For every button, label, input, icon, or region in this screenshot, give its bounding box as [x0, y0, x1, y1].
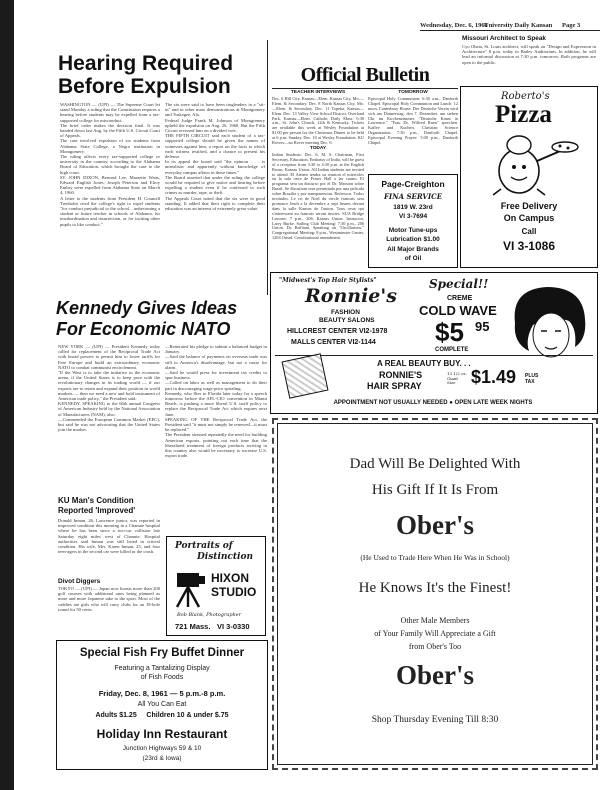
obers-line-6: from Ober's Too	[408, 642, 462, 651]
ronnies-location-2: MALLS CENTER VI2-1144	[291, 339, 376, 346]
fish-when: Friday, Dec. 8, 1961 — 5 p.m.-8 p.m.	[98, 689, 226, 698]
bulletin-rule	[272, 88, 458, 89]
bulletin-section-tomorrow: TOMORROW	[398, 90, 428, 95]
obers-ad	[272, 418, 598, 770]
pc-title: Page-Creighton	[381, 179, 445, 189]
bulletin-column-1	[272, 90, 364, 266]
kennedy-column-1	[58, 344, 160, 492]
kennedy-p4: —Commended the European Common Market (EEC), but said he was not advocating that the United States join the market.	[58, 416, 160, 433]
kennedy-p1: NEW YORK — (UPI) — President Kennedy today called for replacement of the Reciprocal Trade Act with broad powers to permit him to lower tariffs for Free Europe and build an extraordinary economic NATO to combat communist encirclement.	[58, 344, 160, 370]
ku-man-headline: KU Man's Condition Reported 'Improved'	[58, 496, 136, 515]
bulletin-section-interviews: TEACHER INTERVIEWS	[290, 90, 346, 95]
obers-parenthetical: (He Used to Trade Here When He Was in School)	[360, 553, 510, 562]
ronnies-spray-name: RONNIE'S	[379, 370, 423, 380]
pizza-chef-illustration	[483, 131, 579, 197]
hixon-studio-ad	[166, 536, 266, 636]
bulletin-tomorrow-text: Episcopal Holy Communion: 6:30 a.m., Danforth Chapel. Episcopal Holy Communion and Lunch: 12 noon, Canterbury House. Der Deutsche Verein wird sich am Donnerstag, den 7. Dezember, um sieben Uhr im Kirchenzimmer, "Deutsche Kunst in Lawrence." "Frau Dr. Wilfred Ruen" sprechen. Kaffee und Kuchen. Christian Science Organization: 7:30 p.m., Danforth Chapel. Episcopal Evening Prayer: 5:00 p.m., Danforth Chapel.	[368, 95, 458, 146]
pc-phone: VI 3-7694	[398, 213, 428, 220]
kennedy-column-2	[165, 344, 267, 532]
hixon-distinction: Distinction	[197, 552, 254, 562]
kennedy-p11: The President stressed repeatedly the need for building American exports, pointing out each time that the liberalized treatment of foreign products arriving in this country also would be necessary to increase U.S. export trade.	[165, 432, 267, 459]
fish-address-1: Junction Highways 59 & 10	[122, 745, 202, 752]
expulsion-p4: The ruling affects every tax-supported college or university in the country, according to the Alabama Board of Education, which brought the case to the high court.	[60, 154, 160, 175]
camera-tripod-icon	[173, 569, 207, 609]
kennedy-p3: KENNEDY, SPEAKING to the 66th annual Congress of American Industry held by the National Association of Manufacturers (NAM), also:	[58, 401, 160, 417]
pc-line2: Lubrication $1.00	[386, 236, 440, 243]
obers-line-4: Other Male Members	[400, 616, 470, 625]
pizza-script: Roberto's	[501, 91, 550, 102]
ronnies-cold-wave: COLD WAVE	[419, 303, 497, 318]
kennedy-p8: —Called on labor as well as management to do their part in discouraging wage-price spiraling.	[165, 380, 267, 391]
obers-shop-hours: Shop Thursday Evening Till 8:30	[371, 715, 499, 725]
ronnies-plus-tax: PLUS TAX	[525, 373, 539, 385]
kennedy-p10: SPEAKING OF THE Reciprocal Trade Act, the President said "it must not simply be renewed—it must be replaced."	[165, 416, 267, 433]
divot-text: TOKYO — (UPI) — Japan now boasts more than 200 golf courses with additional ones being planned as more and more Japanese take to the sport. Most of the caddies are girls who will carry clubs for an 18-hole round for 50 cents.	[58, 586, 160, 612]
ronnies-spray-size: 13 1/2 oz. Giant Size	[447, 371, 467, 385]
obers-line-1: Dad Will Be Delighted With	[349, 456, 521, 472]
divot-headline: Divot Diggers	[58, 578, 101, 585]
expulsion-p2: The brief order makes the decision final. It was handed down last Aug. by the Fifth U.S. Circuit Court of Appeals.	[60, 122, 160, 139]
expulsion-p6: A letter to the students from President H. Councill Trenholm cited the college's right to expel students "for conduct prejudicial to the school... unbecoming a student or future teacher in schools of Alabama, for insubordination and insurrection, or for inciting other pupils to like conduct."	[60, 195, 160, 227]
obers-line-3: He Knows It's the Finest!	[358, 580, 512, 596]
expulsion-p7: The six were said to have been ringleaders in a "sit-in" and in other mass demonstrations at Montgomery and Tuskegee, Ala.	[165, 102, 265, 118]
ronnies-wave-cents: 95	[475, 319, 490, 334]
fish-all-you-can-eat: All You Can Eat	[137, 701, 187, 708]
bulletin-title: Official Bulletin	[300, 64, 430, 86]
page-edge	[0, 0, 14, 790]
ronnies-footer: APPOINTMENT NOT USUALLY NEEDED ● OPEN LATE WEEK NIGHTS	[333, 400, 533, 406]
ku-man-text: Donald Inman, 26, Lawrence junior, was reported in improved condition this morning in a Chanute hospital where he has been since a two-car collision late Saturday eight miles west of Chanute. Hospital authorities said Inman was still listed in critical condition. His wife, Mrs. Karen Inman, 25, and four teen-agers in the second car were killed in the crash.	[58, 518, 160, 555]
column-divider	[267, 40, 268, 295]
masthead-page: Page 3	[562, 22, 581, 29]
fish-address-2: (23rd & Iowa)	[142, 755, 182, 762]
obers-line-5: of Your Family Will Appreciate a Gift	[374, 629, 496, 638]
ronnies-fashion: FASHION	[331, 309, 360, 316]
fish-line-2: of Fish Foods	[140, 674, 184, 681]
hixon-portraits: Portraits of	[175, 541, 233, 551]
ronnies-salons: BEAUTY SALONS	[319, 317, 375, 324]
hixon-name: HIXON	[211, 571, 250, 585]
pizza-phone: VI 3-1086	[502, 239, 556, 253]
pc-line4: of Oil	[404, 255, 422, 262]
pc-line3: All Major Brands	[387, 246, 439, 253]
architect-text: Cyo Obata, St. Louis architect, will speak on "Design and Expression in Architecture" 8 p.m. today in Bailey Auditorium. In addition, he will lead an informal discussion at 7:30 p.m. tomorrow. Both programs are open to the public.	[462, 44, 596, 65]
pizza-ad	[460, 86, 598, 268]
expulsion-p5: ST. JOHN DIXON, Bernard Lee, Marzette Watts, Edward English Jones, Joseph Peterson and Elroy Embry were expelled from Alabama State on March 4, 1960.	[60, 174, 160, 196]
obers-name-2: Ober's	[396, 660, 474, 690]
ronnies-location-1: HILLCREST CENTER VI2-1978	[287, 328, 388, 335]
ronnies-ad	[270, 272, 598, 414]
bulletin-column-2	[368, 90, 458, 170]
expulsion-p10: In its appeal the board said "the opinion . . . is unrealistic and apparently without knowledge of everyday campus affairs in these times."	[165, 159, 265, 175]
fish-prices: Adults $1.25 Children 10 & under $.75	[95, 712, 229, 719]
woman-portrait-illustration	[503, 283, 593, 363]
ronnies-beauty-buy: A REAL BEAUTY BUY. . .	[377, 359, 471, 368]
expulsion-column-2	[165, 102, 265, 292]
ronnies-divider	[275, 355, 593, 356]
expulsion-p12: The Appeals Court noted that the six were in good standing. It added that their right to complete their education was an interest of extremely great value.	[165, 195, 265, 212]
page-creighton-ad	[368, 174, 458, 268]
pizza-word: Pizza	[495, 101, 552, 128]
expulsion-p8: Federal Judge Frank M. Johnson of Montgomery upheld the expulsion on Aug. 26, 1960. But the Fifth Circuit reversed him on a divided vote.	[165, 117, 265, 134]
pizza-call: Call	[521, 227, 537, 236]
expulsion-p1: WASHINGTON — (UPI) — The Supreme Court let stand Monday a ruling that the Constitution requires a hearing before students may be expelled from a tax-supported college for misconduct.	[60, 102, 160, 123]
masthead-paper: University Daily Kansan	[484, 22, 553, 29]
ronnies-creme: CREME	[447, 295, 473, 302]
fish-fry-ad	[56, 640, 268, 770]
architect-headline: Missouri Architect to Speak	[462, 35, 546, 42]
ronnies-wave-price: $5	[435, 317, 464, 347]
ronnies-complete: COMPLETE	[435, 347, 469, 353]
obers-line-2: His Gift If It Is From	[371, 482, 499, 498]
hixon-phone: VI 3-0330	[217, 622, 250, 631]
pc-line1: Motor Tune-ups	[388, 227, 438, 234]
ronnies-tagline: "Midwest's Top Hair Stylists"	[279, 277, 377, 284]
bulletin-interviews-text: Dec. 6 Hill City, Kansas—Elem. Kansas City, Mo.—Elem. & Secondary. Dec. 8 North Kansas City, Mo.—Elem. & Secondary. Dec. 11 Topeka, Kansas—Elem. Dec. 13 Valley View School District, Overland Park, Kansas—Elem. Catholic Daily Mass: 6:30 a.m., St. John's Church, 12th & Kentucky. Tickets are available this week at Wesley Foundation at $1.00 per person for the Christmas Dinner to be held at 6 p.m. Sunday, Dec. 10 at Wesley Foundation. KU Rovers—no Rover meeting Dec. 6.	[272, 95, 364, 146]
bulletin-today-text: Indian Students: Dec. 6, M. S. Chairman, First Secretary, Education, Embassy of India, will be guest of a reception from 3:30 to 4:30 p.m. at the English Room, Kansas Union. All Indian students are invited to attend. El Ateneo tendra su reunion el miercoles en la sala once de Fraser Hall a las cuatro. El programa sera un discurso por el Dr. Marston sobre Brazil. Se discutiran sera presentado por una pelicula sobre Brazilia y por transparencias. Refrescos. Todos invitados. Le cri de Noel du cercle francais sera prononce Jeudi a la decembre a sept heures devant dans la salle Kansas de l'union. Tous ceux qui s'interessent au francais seront invites. SUA Bridge Lessons: 7 p.m., 206, Kansas Union. Instructor, Larry Burke. Sailing Club Meeting: 7:30 p.m., 206 Union. Dr. Brilliant, Speaking on "Oscillations." Congregational Meeting: 8 p.m., Westminster Center, 1204 Oread. Constitutional amendment.	[272, 151, 364, 241]
fish-line-1: Featuring a Tantalizing Display	[114, 665, 210, 672]
hair-spray-can-illustration	[281, 353, 328, 398]
ronnies-spray-label: HAIR SPRAY	[367, 381, 422, 391]
hixon-studio: STUDIO	[211, 585, 257, 599]
pc-address: 1819 W. 23rd	[393, 204, 433, 211]
hixon-address: 721 Mass.	[175, 622, 211, 631]
kennedy-p2: "If the West is to take the initiative in the economic arena, if the United States is to keep pace with the revolutionary changes in its trading world — if our exports are to retain and expand their position in world markets — then we need a new and bold instrument of American trade policy," the President said.	[58, 370, 160, 402]
obers-name: Ober's	[396, 510, 474, 540]
expulsion-p9: THE FIFTH CIRCUIT said each student of a tax-supported college should be given the names of witnesses against him, a report on the facts to which each witness testified, and a chance to present his defense.	[165, 133, 265, 160]
ronnies-special: Special!!	[429, 277, 489, 291]
pizza-free-delivery: Free Delivery	[500, 201, 558, 211]
kennedy-headline: Kennedy Gives Ideas For Economic NATO	[56, 298, 238, 339]
bulletin-section-today: TODAY	[309, 145, 327, 151]
masthead-rule	[420, 30, 600, 31]
expulsion-column-1	[60, 102, 160, 292]
pc-sub: FINA SERVICE	[383, 192, 443, 201]
fish-holiday-inn: Holiday Inn Restaurant	[96, 727, 228, 741]
kennedy-p6: —Said the balance of payments on overseas trade was still to America's disadvantage, but not a cause for alarm.	[165, 354, 267, 370]
masthead-date: Wednesday, Dec. 6, 1961	[420, 22, 488, 29]
kennedy-p7: —Said he would press for investment tax credits to spur business.	[165, 370, 267, 381]
fish-title: Special Fish Fry Buffet Dinner	[79, 647, 245, 659]
expulsion-headline: Hearing Required Before Expulsion	[58, 52, 234, 98]
pizza-on-campus: On Campus	[503, 213, 555, 223]
kennedy-p9: Kennedy, who flies to Florida later today for a speech tomorrow before the AFL-CIO convention in Miami Beach, is pushing a more liberal U.S. tariff policy to replace the Reciprocal Trade Act which expires next June.	[165, 390, 267, 417]
ronnies-spray-price: $1.49	[471, 367, 517, 387]
expulsion-p3: The case involved expulsion of six students from Alabama State College, a Negro institution in Montgomery.	[60, 138, 160, 154]
expulsion-p11: The Board asserted that under the ruling the college would be required to give notice and hearing before expelling a student even if he confessed to such crimes as murder, rape, or theft.	[165, 174, 265, 196]
kennedy-p5: —Reiterated his pledge to submit a balanced budget in January.	[165, 344, 267, 355]
hixon-photographer: Bob Blank, Photographer	[177, 612, 242, 618]
ronnies-name: Ronnie's	[305, 285, 397, 307]
